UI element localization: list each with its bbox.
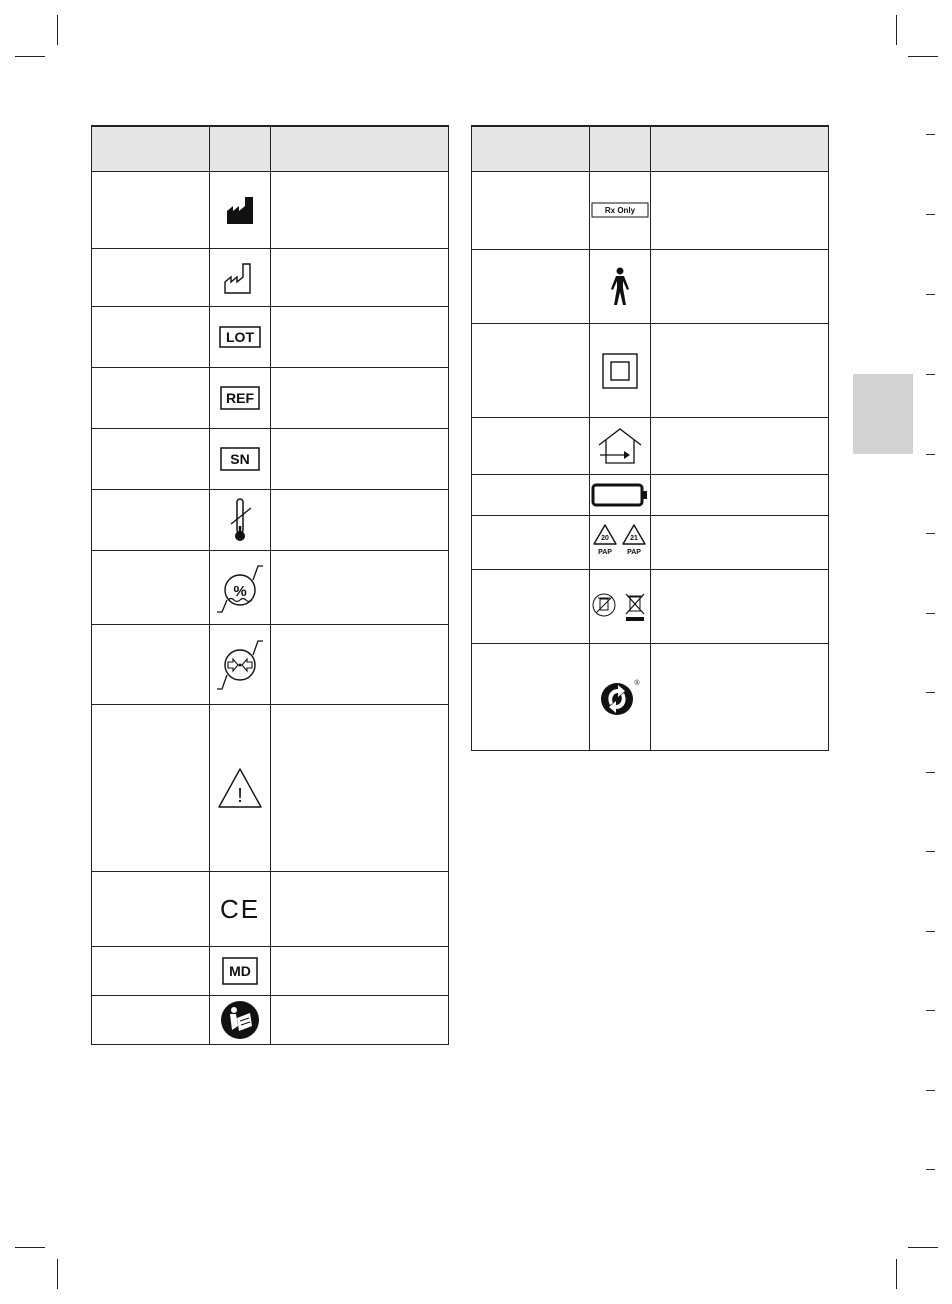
- symbol-name: [92, 996, 210, 1045]
- recycling-code-20: 20: [601, 534, 609, 542]
- percent-label: %: [233, 582, 247, 600]
- symbol-description: [651, 644, 829, 751]
- atmospheric-pressure-limit-icon: [216, 637, 264, 693]
- symbol-description: [271, 625, 449, 705]
- crop-mark: [908, 56, 938, 57]
- exclamation-label: !: [237, 785, 243, 807]
- symbol-name: [472, 516, 590, 570]
- table-row: [92, 307, 449, 368]
- registered-mark: ®: [634, 680, 640, 687]
- section-tick: [926, 772, 935, 773]
- symbol-name: [92, 947, 210, 996]
- crop-mark: [57, 1259, 58, 1289]
- symbol-name: [92, 307, 210, 368]
- header-cell: [590, 126, 651, 172]
- symbol-description: [651, 418, 829, 475]
- section-tick: [926, 1090, 935, 1091]
- symbol-description: [271, 705, 449, 872]
- table-row: [92, 429, 449, 490]
- section-tick: [926, 374, 935, 375]
- ref-label: REF: [226, 390, 254, 406]
- symbol-description: [271, 307, 449, 368]
- recycling-label-pap: PAP: [627, 548, 641, 556]
- reference-number-icon: [220, 386, 260, 410]
- symbol-name: [472, 250, 590, 324]
- symbol-name: [472, 570, 590, 644]
- section-tick: [926, 454, 935, 455]
- symbol-description: [651, 324, 829, 418]
- crop-mark: [908, 1247, 938, 1248]
- section-tick: [926, 613, 935, 614]
- symbol-description: [651, 172, 829, 250]
- table-row: [92, 551, 449, 625]
- section-tick: [926, 851, 935, 852]
- recycling-code-21: 21: [630, 534, 638, 542]
- section-tick: [926, 692, 935, 693]
- symbol-name: [92, 551, 210, 625]
- table-row: [92, 996, 449, 1045]
- table-row: [92, 368, 449, 429]
- header-cell: [92, 126, 210, 172]
- crop-mark: [896, 15, 897, 45]
- symbol-description: [271, 368, 449, 429]
- table-row: [472, 570, 829, 644]
- symbol-description: [271, 551, 449, 625]
- header-cell: [651, 126, 829, 172]
- table-header-row: [472, 126, 829, 172]
- symbol-name: [92, 249, 210, 307]
- symbols-table-right: [471, 125, 829, 751]
- symbol-description: [271, 996, 449, 1045]
- symbol-description: [271, 490, 449, 551]
- table-row: [92, 947, 449, 996]
- medical-device-icon: [222, 957, 258, 985]
- table-row: [92, 625, 449, 705]
- symbol-description: [651, 570, 829, 644]
- date-of-manufacture-icon: [223, 261, 257, 295]
- symbols-table-left: [91, 125, 449, 1045]
- symbol-description: [651, 516, 829, 570]
- section-tick: [926, 294, 935, 295]
- rx-only-icon: [591, 202, 649, 218]
- battery-icon: [591, 483, 649, 507]
- humidity-limit-icon: [216, 560, 264, 616]
- table-row: [472, 324, 829, 418]
- symbol-name: [472, 324, 590, 418]
- recycling-label-pap: PAP: [598, 548, 612, 556]
- table-row: [472, 475, 829, 516]
- serial-number-icon: [220, 447, 260, 471]
- symbol-description: [651, 475, 829, 516]
- weee-disposal-icon: [592, 591, 648, 623]
- symbol-name: [92, 490, 210, 551]
- section-tick: [926, 1010, 935, 1011]
- crop-mark: [15, 1247, 45, 1248]
- section-tick: [926, 134, 935, 135]
- table-row: [472, 250, 829, 324]
- symbol-name: [92, 625, 210, 705]
- symbol-name: [92, 429, 210, 490]
- md-label: MD: [229, 963, 251, 979]
- section-tick: [926, 533, 935, 534]
- ce-label: CE: [220, 896, 260, 922]
- ce-marking-icon: [220, 896, 260, 922]
- table-row: [92, 249, 449, 307]
- symbol-name: [472, 644, 590, 751]
- table-row: [472, 516, 829, 570]
- temperature-limit-icon: [225, 496, 255, 544]
- symbol-description: [651, 250, 829, 324]
- symbol-description: [271, 947, 449, 996]
- table-row: [92, 872, 449, 947]
- section-tick: [926, 931, 935, 932]
- section-tick: [926, 1169, 935, 1170]
- type-bf-applied-part-icon: [607, 267, 633, 307]
- caution-warning-icon: [217, 767, 263, 809]
- indoor-use-only-icon: [596, 427, 644, 465]
- symbol-name: [472, 172, 590, 250]
- symbol-name: [92, 368, 210, 429]
- section-tick: [926, 214, 935, 215]
- crop-mark: [15, 56, 45, 57]
- table-row: [92, 490, 449, 551]
- symbol-name: [92, 705, 210, 872]
- symbol-name: [472, 418, 590, 475]
- table-header-row: [92, 126, 449, 172]
- table-row: [92, 705, 449, 872]
- table-row: [472, 644, 829, 751]
- symbol-name: [92, 172, 210, 249]
- symbol-name: [472, 475, 590, 516]
- table-row: [472, 418, 829, 475]
- crop-mark: [57, 15, 58, 45]
- lot-number-icon: [219, 326, 261, 348]
- rx-only-label: Rx Only: [604, 206, 636, 216]
- sn-label: SN: [230, 451, 250, 467]
- green-dot-icon: [599, 677, 641, 717]
- header-cell: [472, 126, 590, 172]
- header-cell: [271, 126, 449, 172]
- header-cell: [210, 126, 271, 172]
- crop-mark: [896, 1259, 897, 1289]
- symbol-description: [271, 429, 449, 490]
- read-instructions-icon: [220, 1000, 260, 1040]
- class-ii-equipment-icon: [602, 353, 638, 389]
- table-row: [472, 172, 829, 250]
- symbol-name: [92, 872, 210, 947]
- paper-recycling-icon: [592, 523, 648, 563]
- symbol-description: [271, 872, 449, 947]
- symbol-description: [271, 172, 449, 249]
- lot-label: LOT: [226, 329, 254, 345]
- symbol-description: [271, 249, 449, 307]
- table-row: [92, 172, 449, 249]
- chapter-thumb-tab: [853, 374, 913, 454]
- manufacturer-icon: [225, 195, 255, 225]
